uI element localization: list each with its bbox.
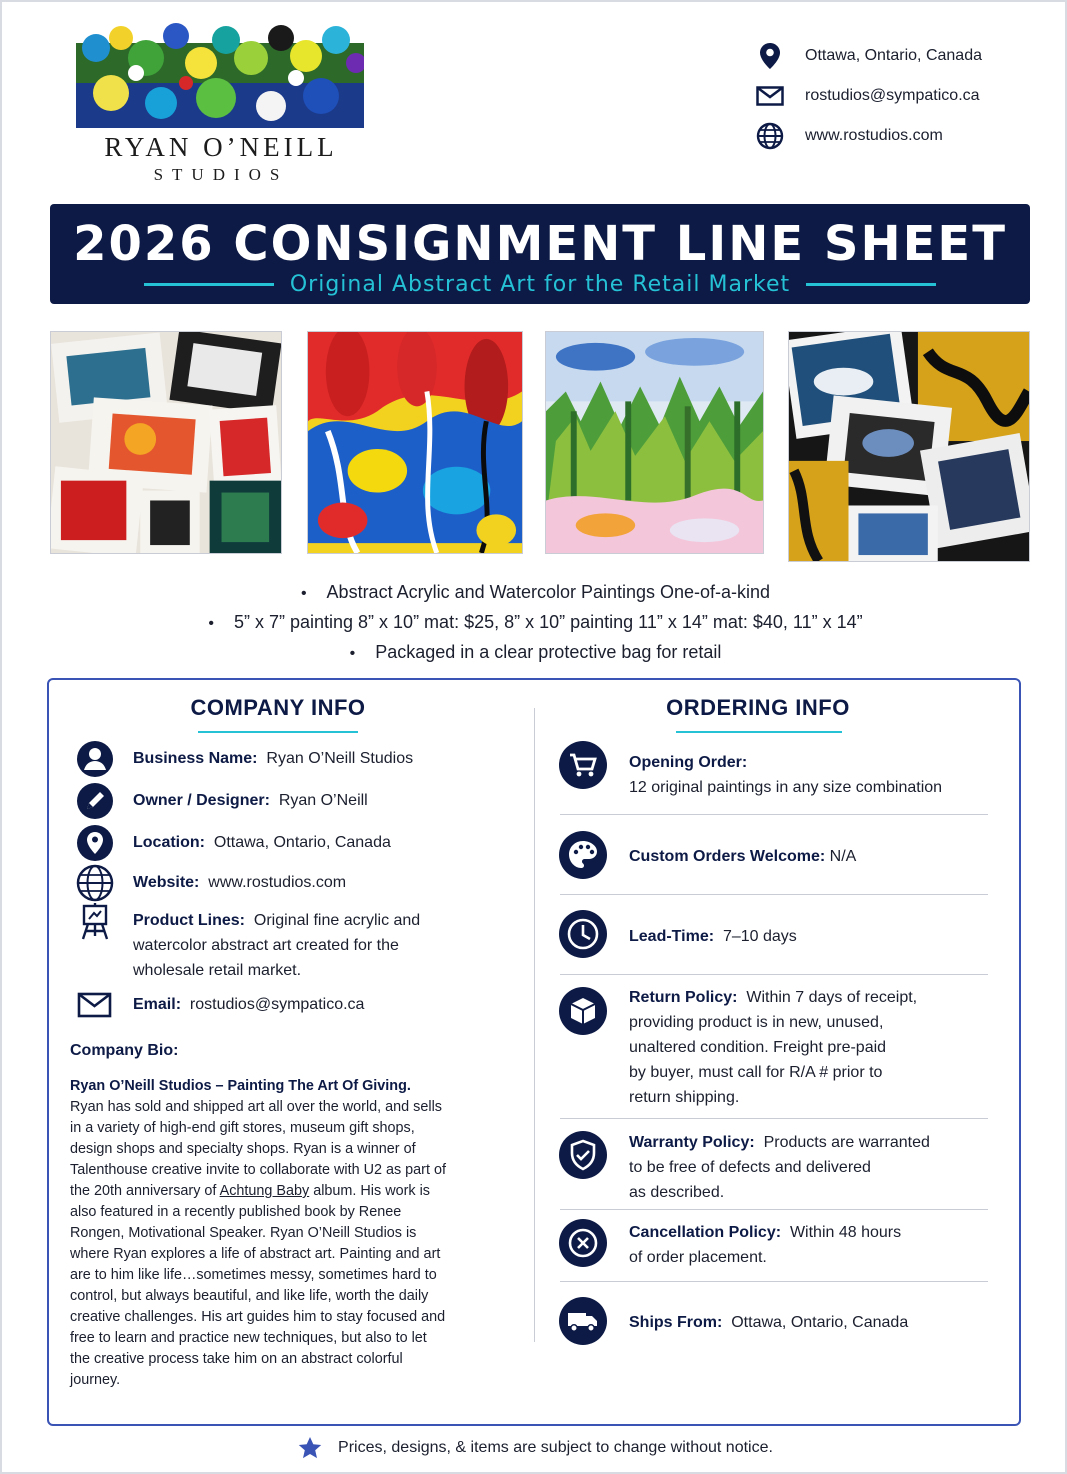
lead-value: 7–10 days (722, 928, 797, 945)
product-value-line-2: watercolor abstract art created for the (133, 937, 399, 954)
logo-artwork (76, 18, 364, 128)
product-value-line-3: wholesale retail market. (133, 962, 302, 979)
ordering-info-title: ORDERING INFO (666, 695, 850, 720)
star-icon (298, 1436, 322, 1460)
logo-subtitle: STUDIOS (153, 165, 289, 184)
ordering-separator (560, 1209, 988, 1210)
return-value-line-5: return shipping. (629, 1089, 740, 1106)
bullet-item: • Packaged in a clear protective bag for retail (2, 638, 1067, 668)
ordering-separator (560, 894, 988, 895)
easel-icon (76, 902, 114, 940)
company-bio-text (70, 1076, 450, 1391)
ships-value: Ottawa, Ontario, Canada (731, 1314, 909, 1331)
lead-label: Lead-Time: (629, 928, 715, 945)
box-icon (558, 986, 608, 1036)
location-pin-icon (754, 40, 786, 72)
email-value[interactable]: rostudios@sympatico.ca (189, 996, 365, 1013)
ordering-separator (560, 1281, 988, 1282)
contact-location-text: Ottawa, Ontario, Canada (805, 47, 982, 64)
website-label: Website: (133, 874, 200, 891)
artwork-photo-1 (50, 331, 282, 554)
business-value: Ryan O’Neill Studios (266, 750, 414, 767)
header-contact (754, 36, 982, 156)
email-label: Email: (133, 996, 182, 1013)
bio-album-title: Achtung Baby (219, 1183, 310, 1199)
cancel-label: Cancellation Policy: (629, 1224, 782, 1241)
column-divider (534, 708, 535, 1342)
x-circle-icon (558, 1218, 608, 1268)
company-bio-label: Company Bio: (70, 1042, 179, 1059)
warranty-value-line-2: to be free of defects and delivered (629, 1159, 871, 1176)
custom-value: N/A (829, 848, 857, 865)
contact-email[interactable] (754, 76, 982, 116)
company-email-row (76, 986, 364, 1024)
custom-orders-row (558, 830, 988, 880)
cart-icon (558, 740, 608, 790)
return-value-line-2: providing product is in new, unused, (629, 1014, 884, 1031)
lead-time-row (558, 909, 988, 959)
clock-icon (558, 909, 608, 959)
owner-value: Ryan O’Neill (278, 792, 368, 809)
ordering-separator (560, 814, 988, 815)
warranty-policy-row (558, 1130, 988, 1205)
contact-location (754, 36, 982, 76)
cancellation-policy-row (558, 1218, 988, 1270)
warranty-value-line-1: Products are warranted (763, 1134, 930, 1151)
location-pin-icon (76, 824, 114, 862)
contact-email-link[interactable]: rostudios@sympatico.ca (805, 87, 980, 104)
banner-rule-right (806, 283, 936, 286)
product-bullet-list (2, 578, 1067, 668)
bio-heading: Ryan O’Neill Studios – Painting The Art Of Giving. (70, 1078, 411, 1094)
company-location-row (76, 824, 391, 862)
warranty-value-line-3: as described. (629, 1184, 725, 1201)
cancel-value-line-1: Within 48 hours (789, 1224, 902, 1241)
location-value: Ottawa, Ontario, Canada (213, 834, 391, 851)
contact-website-link[interactable]: www.rostudios.com (805, 127, 943, 144)
custom-label: Custom Orders Welcome: (629, 848, 826, 865)
location-label: Location: (133, 834, 205, 851)
website-value[interactable]: www.rostudios.com (208, 874, 347, 891)
artwork-photo-2 (307, 331, 523, 554)
ships-label: Ships From: (629, 1314, 723, 1331)
return-policy-row (558, 986, 988, 1110)
company-info-title: COMPANY INFO (190, 695, 366, 720)
company-owner-row (76, 782, 368, 820)
return-value-line-1: Within 7 days of receipt, (746, 989, 918, 1006)
return-value-line-3: unaltered condition. Freight pre-paid (629, 1039, 887, 1056)
artwork-photo-3 (545, 331, 764, 554)
ships-from-row (558, 1296, 988, 1346)
envelope-icon (76, 986, 114, 1024)
shield-check-icon (558, 1130, 608, 1180)
opening-label: Opening Order: (629, 754, 748, 771)
warranty-label: Warranty Policy: (629, 1134, 755, 1151)
banner-title: 2026 CONSIGNMENT LINE SHEET (73, 216, 1007, 272)
title-banner (50, 204, 1030, 304)
banner-subtitle: Original Abstract Art for the Retail Market (289, 272, 791, 297)
bio-paragraph-part-2: album. His work is also featured in a recently published book by Renee Rongen, Motivational Speaker. Ryan O’Neill Studios is where Ryan explores a life of abstract art. Painting and art are to him like life…sometimes messy, sometimes hard to control, but always beautiful, and like life, worth the daily creative challenges. His art guides him to stay focused and free to learn and practice new techniques, but also to let the creative process take him on an abstract colorful journey. (70, 1183, 446, 1388)
company-business-row (76, 740, 413, 778)
bio-paragraph-part-1: Ryan has sold and shipped art all over the world, and sells in a variety of high-end gift stores, museum gift shops, design shops and specialty shops. Ryan is a winner of Talenthouse creative invite to collaborate with U2 as part of the 20th anniversary of (70, 1099, 446, 1199)
envelope-icon (754, 80, 786, 112)
return-label: Return Policy: (629, 989, 738, 1006)
company-product-row (76, 902, 420, 983)
banner-rule-left (144, 283, 274, 286)
product-label: Product Lines: (133, 912, 246, 929)
artwork-photo-4 (788, 331, 1030, 562)
globe-icon (754, 120, 786, 152)
opening-value: 12 original paintings in any size combination (629, 779, 943, 796)
footer-note-text: Prices, designs, & items are subject to change without notice. (338, 1439, 773, 1456)
pencil-icon (76, 782, 114, 820)
business-label: Business Name: (133, 750, 258, 767)
contact-website[interactable] (754, 116, 982, 156)
return-value-line-4: by buyer, must call for R/A # prior to (629, 1064, 883, 1081)
cancel-value-line-2: of order placement. (629, 1249, 767, 1266)
banner-subtitle-row (50, 272, 1030, 297)
product-value-line-1: Original fine acrylic and (253, 912, 421, 929)
footer-note (2, 1436, 1067, 1460)
company-info-underline (198, 731, 358, 733)
ordering-separator (560, 974, 988, 975)
ordering-separator (560, 1118, 988, 1119)
globe-icon (76, 864, 114, 902)
bullet-item: • Abstract Acrylic and Watercolor Paintings One-of-a-kind (2, 578, 1067, 608)
palette-icon (558, 830, 608, 880)
logo-name: RYAN O’NEILL (104, 132, 338, 162)
opening-order-row (558, 740, 988, 800)
truck-icon (558, 1296, 608, 1346)
person-icon (76, 740, 114, 778)
ordering-info-underline (676, 731, 842, 733)
company-website-row (76, 864, 346, 902)
studio-logo (76, 18, 366, 185)
owner-label: Owner / Designer: (133, 792, 270, 809)
bullet-item: • 5” x 7” painting 8” x 10” mat: $25, 8” x 10” painting 11” x 14” mat: $40, 11” x 14” (2, 608, 1067, 638)
